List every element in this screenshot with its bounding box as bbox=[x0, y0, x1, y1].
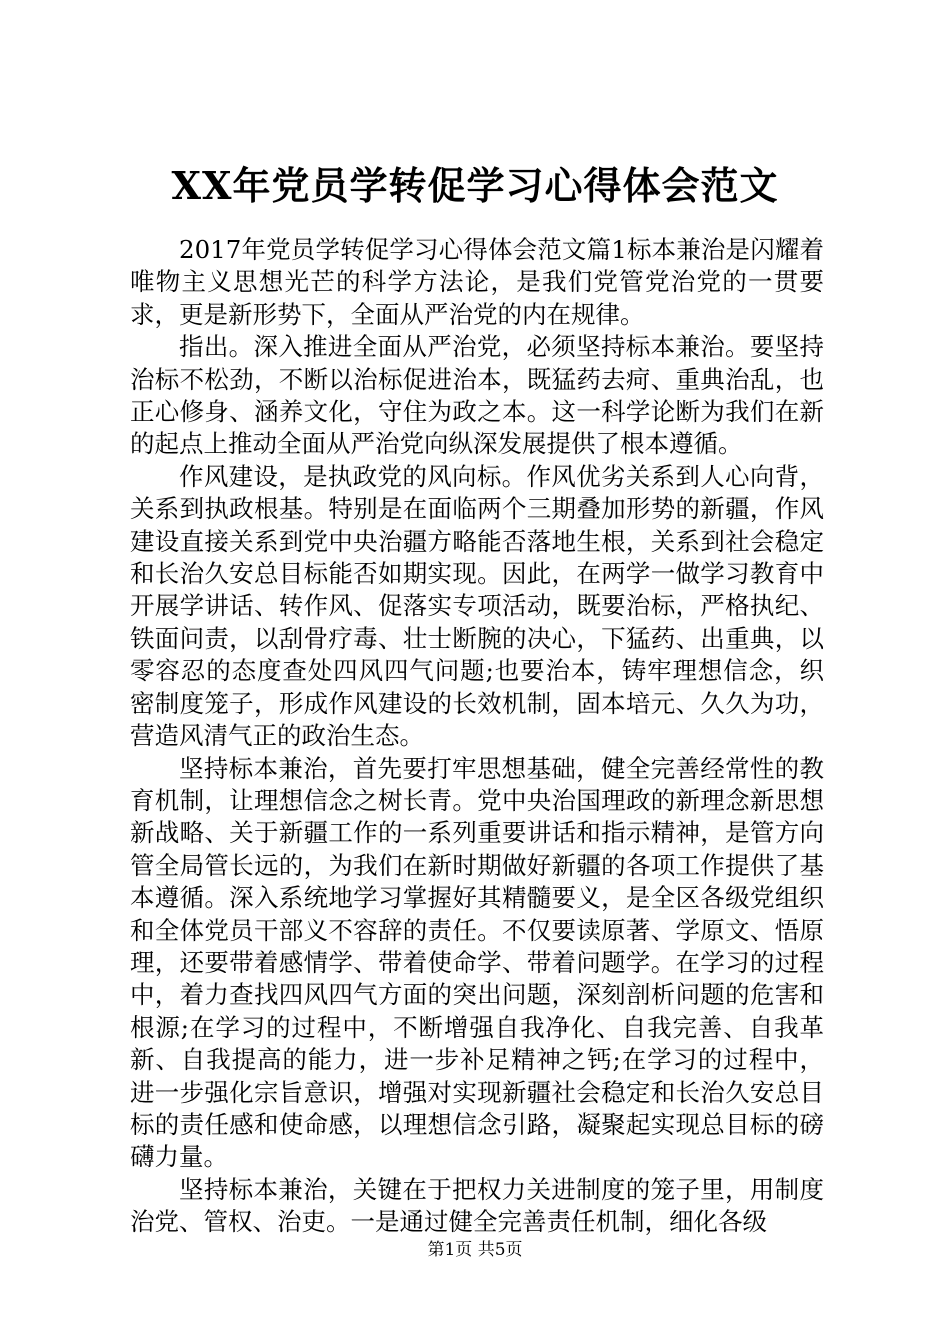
paragraph: 作风建设，是执政党的风向标。作风优劣关系到人心向背，关系到执政根基。特别是在面临两个三期叠加形势的新疆，作风建设直接关系到党中央治疆方略能否落地生根，关系到社会稳定和长治久安总目标能否如期实现。因此，在两学一做学习教育中开展学讲话、转作风、促落实专项活动，既要治标，严格执纪、铁面问责，以刮骨疗毒、壮士断腕的决心，下猛药、出重典，以零容忍的态度查处四风四气问题;也要治本，铸牢理想信念，织密制度笼子，形成作风建设的长效机制，固本培元、久久为功，营造风清气正的政治生态。 bbox=[130, 461, 824, 751]
paragraph: 2017年党员学转促学习心得体会范文篇1标本兼治是闪耀着唯物主义思想光芒的科学方法论，是我们党管党治党的一贯要求，更是新形势下，全面从严治党的内在规律。 bbox=[130, 235, 824, 329]
paragraph: 坚持标本兼治，关键在于把权力关进制度的笼子里，用制度治党、管权、治吏。一是通过健全完善责任机制，细化各级 bbox=[130, 1174, 824, 1237]
paragraph: 指出。深入推进全面从严治党，必须坚持标本兼治。要坚持治标不松劲，不断以治标促进治本，既猛药去疴、重典治乱，也正心修身、涵养文化，守住为政之本。这一科学论断为我们在新的起点上推动全面从严治党向纵深发展提供了根本遵循。 bbox=[130, 332, 824, 459]
document-title: XX年党员学转促学习心得体会范文 bbox=[171, 163, 779, 208]
paragraph: 坚持标本兼治，首先要打牢思想基础，健全完善经常性的教育机制，让理想信念之树长青。党中央治国理政的新理念新思想新战略、关于新疆工作的一系列重要讲话和指示精神，是管方向管全局管长远的，为我们在新时期做好新疆的各项工作提供了基本遵循。深入系统地学习掌握好其精髓要义，是全区各级党组织和全体党员干部义不容辞的责任。不仅要读原著、学原文、悟原理，还要带着感情学、带着使命学、带着问题学。在学习的过程中，着力查找四风四气方面的突出问题，深刻剖析问题的危害和根源;在学习的过程中，不断增强自我净化、自我完善、自我革新、自我提高的能力，进一步补足精神之钙;在学习的过程中，进一步强化宗旨意识，增强对实现新疆社会稳定和长治久安总目标的责任感和使命感，以理想信念引路，凝聚起实现总目标的磅礴力量。 bbox=[130, 753, 824, 1172]
page-footer: 第1页 共5页 bbox=[427, 1240, 523, 1260]
document-body bbox=[130, 234, 824, 1239]
